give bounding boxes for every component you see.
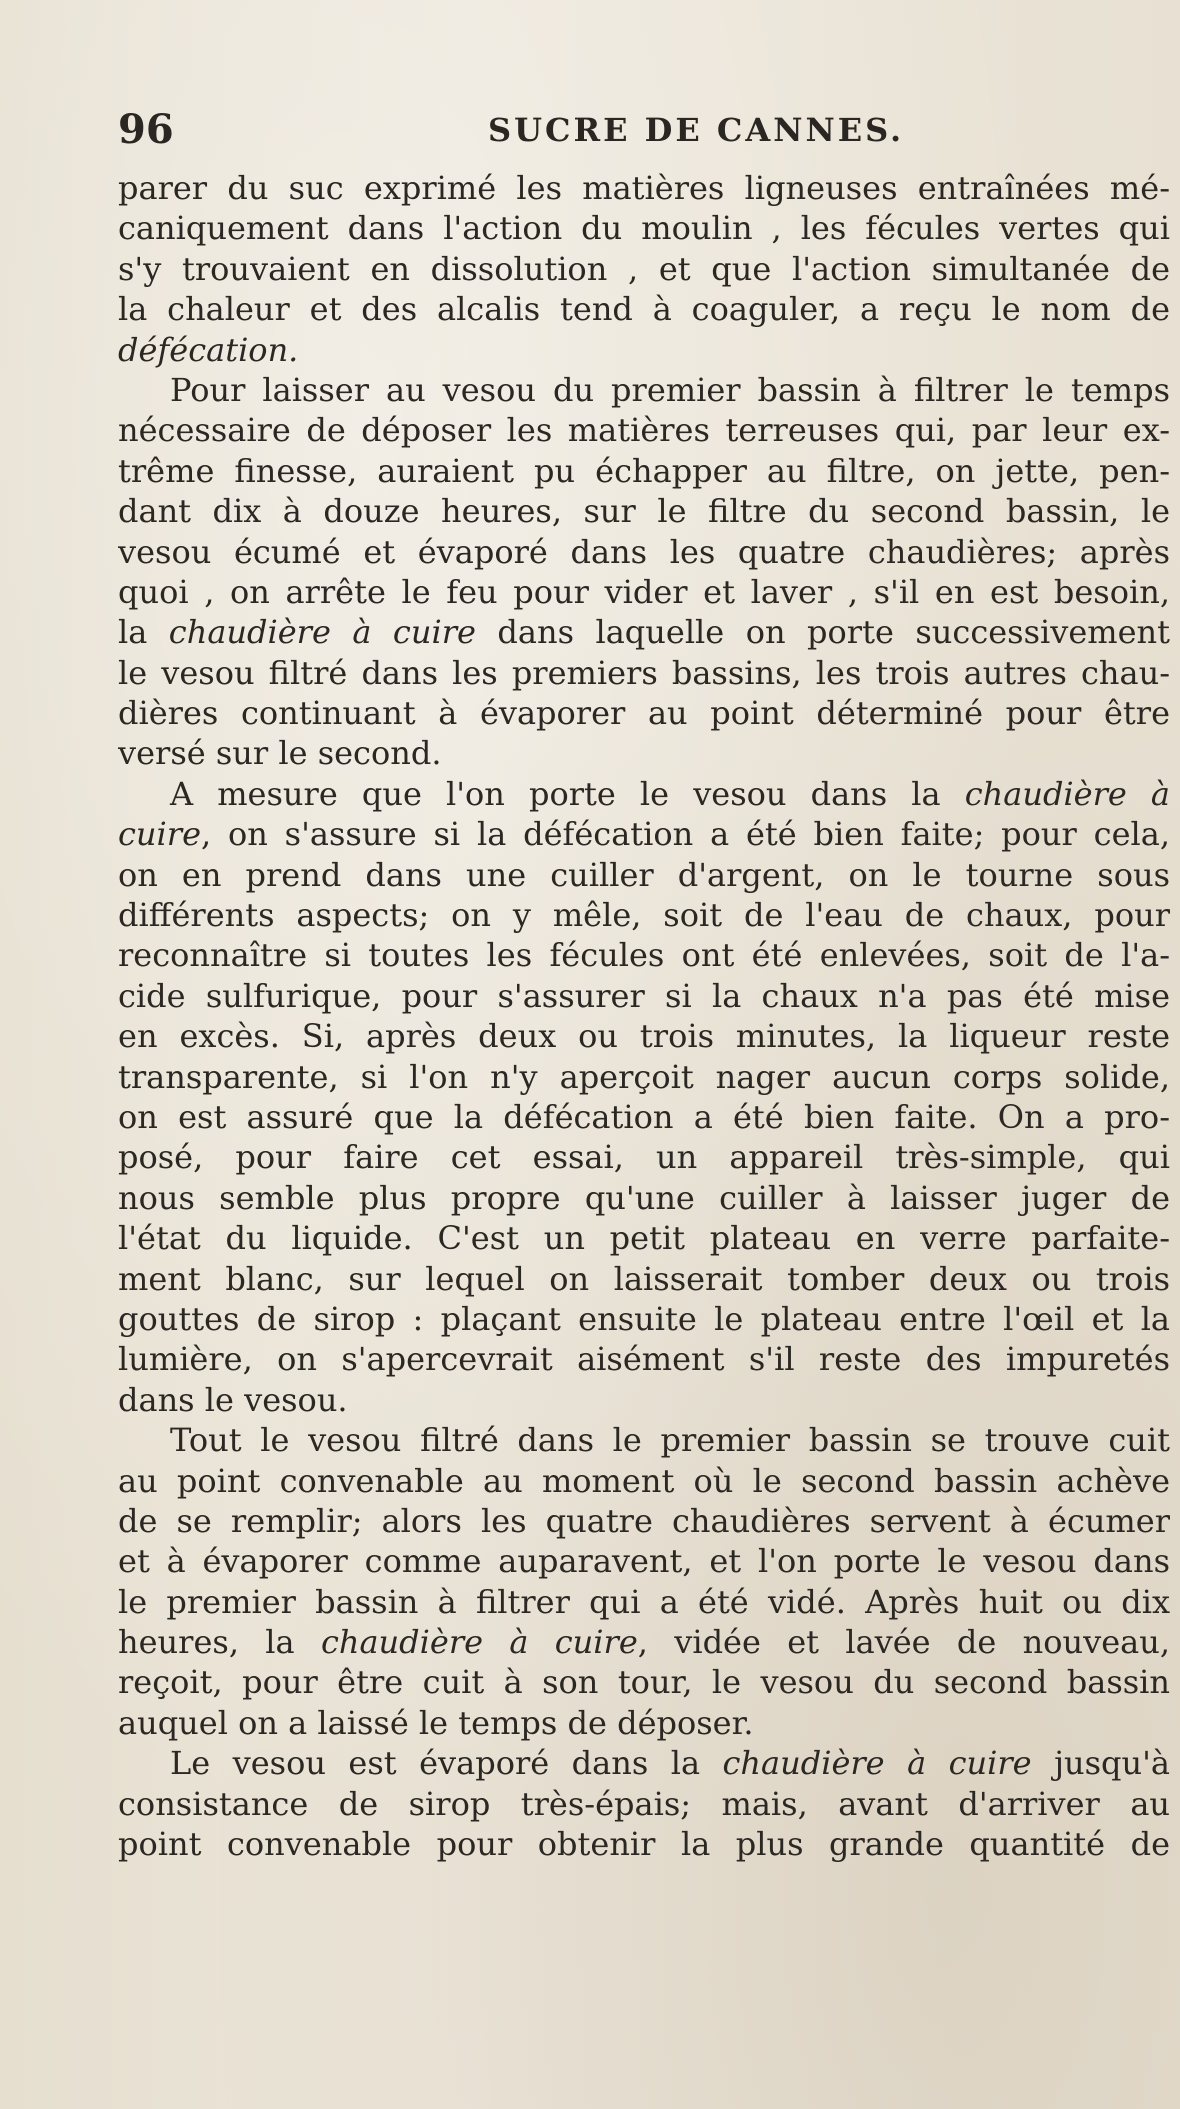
text-line: Le vesou est évaporé dans la chaudière à cuire jusqu'à — [170, 1744, 1170, 1783]
text-line: l'état du liquide. C'est un petit plateau en verre parfaite- — [118, 1219, 1170, 1258]
text-line: le premier bassin à filtrer qui a été vidé. Après huit ou dix — [118, 1582, 1170, 1621]
paragraph — [118, 1420, 1170, 1743]
text-line: dières continuant à évaporer au point déterminé pour être — [118, 694, 1170, 733]
text-line: A mesure que l'on porte le vesou dans la chaudière à — [170, 774, 1170, 813]
page-header — [118, 100, 1158, 160]
text-line: quoi , on arrête le feu pour vider et laver , s'il en est besoin, — [118, 572, 1170, 611]
text-line: posé, pour faire cet essai, un appareil très-simple, qui — [118, 1138, 1170, 1177]
text-line: trême finesse, auraient pu échapper au filtre, on jette, pen- — [118, 451, 1170, 490]
text-line: Tout le vesou filtré dans le premier bassin se trouve cuit — [170, 1421, 1170, 1460]
text-line: heures, la chaudière à cuire, vidée et lavée de nouveau, — [118, 1623, 1170, 1662]
text-line: la chaleur et des alcalis tend à coaguler, a reçu le nom de — [118, 290, 1170, 329]
text-line: en excès. Si, après deux ou trois minutes, la liqueur reste — [118, 1017, 1170, 1056]
running-title: SUCRE DE CANNES. — [488, 111, 905, 149]
paragraph — [118, 370, 1170, 774]
text-line: gouttes de sirop : plaçant ensuite le plateau entre l'œil et la — [118, 1299, 1170, 1338]
text-line: la chaudière à cuire dans laquelle on porte successivement — [118, 613, 1170, 652]
paragraph — [118, 168, 1170, 370]
paragraph — [118, 1743, 1170, 1864]
text-line: parer du suc exprimé les matières ligneuses entraînées mé- — [118, 169, 1170, 207]
text-line: consistance de sirop très-épais; mais, avant d'arriver au — [118, 1784, 1170, 1823]
text-line: nous semble plus propre qu'une cuiller à laisser juger de — [118, 1178, 1170, 1217]
text-line: caniquement dans l'action du moulin , les fécules vertes qui — [118, 209, 1170, 248]
text-line: versé sur le second. — [118, 734, 442, 773]
text-line: différents aspects; on y mêle, soit de l'eau de chaux, pour — [118, 896, 1170, 935]
text-line: lumière, on s'apercevrait aisément s'il reste des impuretés — [118, 1340, 1170, 1379]
text-line: cuire, on s'assure si la défécation a été bien faite; pour cela, — [118, 815, 1170, 854]
text-line: point convenable pour obtenir la plus grande quantité de — [118, 1825, 1170, 1864]
text-line: reçoit, pour être cuit à son tour, le vesou du second bassin — [118, 1663, 1170, 1702]
text-line: ment blanc, sur lequel on laisserait tomber deux ou trois — [118, 1259, 1170, 1298]
body-text — [118, 168, 1170, 1864]
text-line: et à évaporer comme auparavent, et l'on porte le vesou dans — [118, 1542, 1170, 1581]
text-line: nécessaire de déposer les matières terreuses qui, par leur ex- — [118, 411, 1170, 450]
text-line: reconnaître si toutes les fécules ont été enlevées, soit de l'a- — [118, 936, 1170, 975]
text-line: au point convenable au moment où le second bassin achève — [118, 1461, 1170, 1500]
text-line: dant dix à douze heures, sur le filtre du second bassin, le — [118, 492, 1170, 531]
text-line: de se remplir; alors les quatre chaudières servent à écumer — [118, 1501, 1170, 1540]
text-line: transparente, si l'on n'y aperçoit nager aucun corps solide, — [118, 1057, 1170, 1096]
text-line: vesou écumé et évaporé dans les quatre chaudières; après — [118, 532, 1170, 571]
page-number: 96 — [118, 106, 174, 153]
paragraph — [118, 774, 1170, 1420]
text-line: dans le vesou. — [118, 1380, 348, 1419]
text-line: le vesou filtré dans les premiers bassins, les trois autres chau- — [118, 653, 1170, 692]
text-line: défécation. — [118, 330, 299, 369]
text-line: on est assuré que la défécation a été bien faite. On a pro- — [118, 1097, 1170, 1136]
text-line: s'y trouvaient en dissolution , et que l'action simultanée de — [118, 249, 1170, 288]
text-line: auquel on a laissé le temps de déposer. — [118, 1703, 754, 1742]
text-line: Pour laisser au vesou du premier bassin à filtrer le temps — [170, 370, 1170, 409]
text-line: cide sulfurique, pour s'assurer si la chaux n'a pas été mise — [118, 976, 1170, 1015]
text-line: on en prend dans une cuiller d'argent, on le tourne sous — [118, 855, 1170, 894]
